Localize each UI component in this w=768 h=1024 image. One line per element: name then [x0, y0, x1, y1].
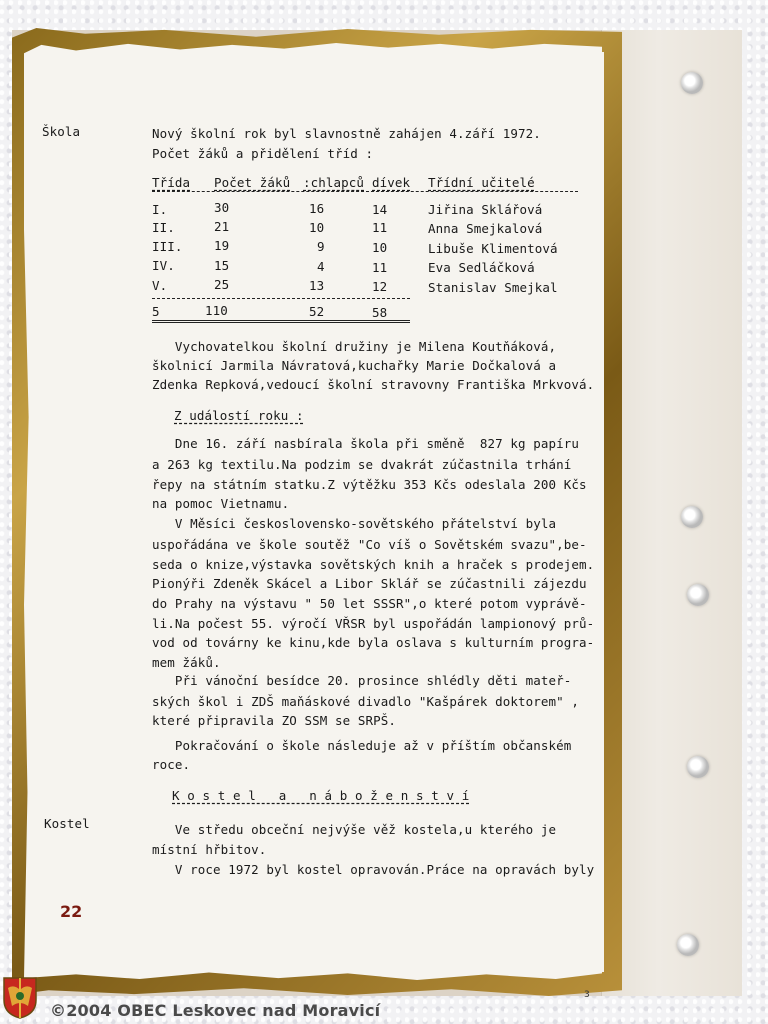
text-line: školnicí Jarmila Návratová,kuchařky Marie Dočkalová a	[152, 358, 557, 373]
margin-label-church: Kostel	[44, 816, 90, 831]
table-cell-boys: 9	[317, 239, 325, 254]
text-line: li.Na počest 55. výročí VŘSR byl uspořádán lampionový prů-	[152, 616, 595, 631]
intro-line: Počet žáků a přidělení tříd :	[152, 146, 374, 161]
punch-hole	[681, 506, 703, 528]
table-cell-pupils: 30	[214, 200, 230, 215]
text-line: a 263 kg textilu.Na podzim se dvakrát zúčastnila trhání	[152, 457, 572, 472]
corner-mark: 3	[584, 990, 590, 1000]
punch-hole	[687, 756, 709, 778]
text-line: na pomoc Vietnamu.	[152, 496, 290, 511]
text-line: uspořádána ve škole soutěž "Co víš o Sovětském svazu",be-	[152, 537, 587, 552]
table-header-girls: dívek	[372, 175, 411, 190]
table-cell-class: I.	[152, 202, 168, 217]
page-number: 22	[60, 902, 83, 921]
text-line: V roce 1972 byl kostel opravován.Práce na opravách byly	[152, 862, 595, 877]
table-cell-teacher: Eva Sedláčková	[428, 260, 535, 275]
text-line: V Měsíci československo-sovětského přátelství byla	[152, 516, 557, 531]
table-total-rule	[152, 298, 410, 299]
text-line: Ve středu obceční nejvýše věž kostela,u kterého je	[152, 822, 557, 837]
intro-line: Nový školní rok byl slavnostně zahájen 4.září 1972.	[152, 126, 541, 141]
table-cell-pupils: 25	[214, 277, 230, 292]
margin-label-school: Škola	[42, 124, 81, 139]
text-line: Dne 16. září nasbírala škola při směně 827 kg papíru	[152, 436, 580, 451]
table-cell-pupils: 19	[214, 238, 230, 253]
punch-hole	[677, 934, 699, 956]
text-line: do Prahy na výstavu " 50 let SSSR",o které potom vyprávě-	[152, 596, 587, 611]
municipal-crest-icon	[2, 976, 38, 1020]
table-cell-pupils: 15	[214, 258, 230, 273]
table-cell-girls: 11	[372, 260, 388, 275]
total-girls: 58	[372, 305, 388, 320]
events-heading: Z událostí roku :	[174, 408, 304, 423]
sheet-edge	[598, 52, 604, 972]
table-cell-class: III.	[152, 239, 183, 254]
total-classes: 5	[152, 304, 160, 319]
text-line: seda o knize,výstavka sovětských knih a hraček s prodejem.	[152, 557, 595, 572]
text-line: místní hřbitov.	[152, 842, 267, 857]
table-cell-boys: 13	[309, 278, 325, 293]
table-cell-teacher: Jiřina Sklářová	[428, 202, 543, 217]
table-header-boys: :chlapců	[303, 175, 365, 190]
table-cell-class: II.	[152, 220, 175, 235]
table-cell-girls: 12	[372, 279, 388, 294]
text-line: Pokračování o škole následuje až v příštím občanském	[152, 738, 572, 753]
total-pupils: 110	[205, 303, 228, 318]
text-line: řepy na státním statku.Z výtěžku 353 Kčs odeslala 200 Kčs	[152, 477, 587, 492]
table-cell-boys: 16	[309, 201, 325, 216]
text-line: mem žáků.	[152, 655, 221, 670]
total-boys: 52	[309, 304, 325, 319]
table-header-teachers: Třídní učitelé	[428, 175, 535, 190]
text-line: Zdenka Repková,vedoucí školní stravovny Františka Mrkvová.	[152, 377, 595, 392]
table-cell-pupils: 21	[214, 219, 230, 234]
text-line: ských škol i ZDŠ maňáskové divadlo "Kašpárek doktorem" ,	[152, 694, 580, 709]
table-cell-boys: 10	[309, 220, 325, 235]
copyright-text: ©2004 OBEC Leskovec nad Moravicí	[50, 1001, 381, 1020]
table-double-rule	[152, 320, 410, 323]
punch-hole	[681, 72, 703, 94]
table-cell-teacher: Libuše Klimentová	[428, 241, 558, 256]
table-header-pupils: Počet žáků	[214, 175, 291, 190]
table-cell-class: V.	[152, 278, 168, 293]
table-cell-class: IV.	[152, 258, 175, 273]
table-cell-girls: 11	[372, 220, 388, 235]
church-heading: K o s t e l a n á b o ž e n s t v í	[172, 788, 470, 803]
binder-strip	[601, 30, 742, 996]
punch-hole	[687, 584, 709, 606]
text-line: Pionýři Zdeněk Skácel a Libor Sklář se zúčastnili zájezdu	[152, 576, 587, 591]
text-line: Vychovatelkou školní družiny je Milena Koutňáková,	[152, 339, 557, 354]
table-cell-girls: 14	[372, 202, 388, 217]
text-line: roce.	[152, 757, 191, 772]
text-line: vod od továrny ke kinu,kde byla oslava s kulturním progra-	[152, 635, 595, 650]
table-cell-girls: 10	[372, 240, 388, 255]
table-header-underline	[152, 191, 578, 192]
text-line: Při vánoční besídce 20. prosince shlédly děti mateř-	[152, 673, 572, 688]
table-cell-teacher: Stanislav Smejkal	[428, 280, 558, 295]
table-cell-boys: 4	[317, 259, 325, 274]
table-header-class: Třída	[152, 175, 191, 190]
table-cell-teacher: Anna Smejkalová	[428, 221, 543, 236]
text-line: které připravila ZO SSM se SRPŠ.	[152, 713, 397, 728]
